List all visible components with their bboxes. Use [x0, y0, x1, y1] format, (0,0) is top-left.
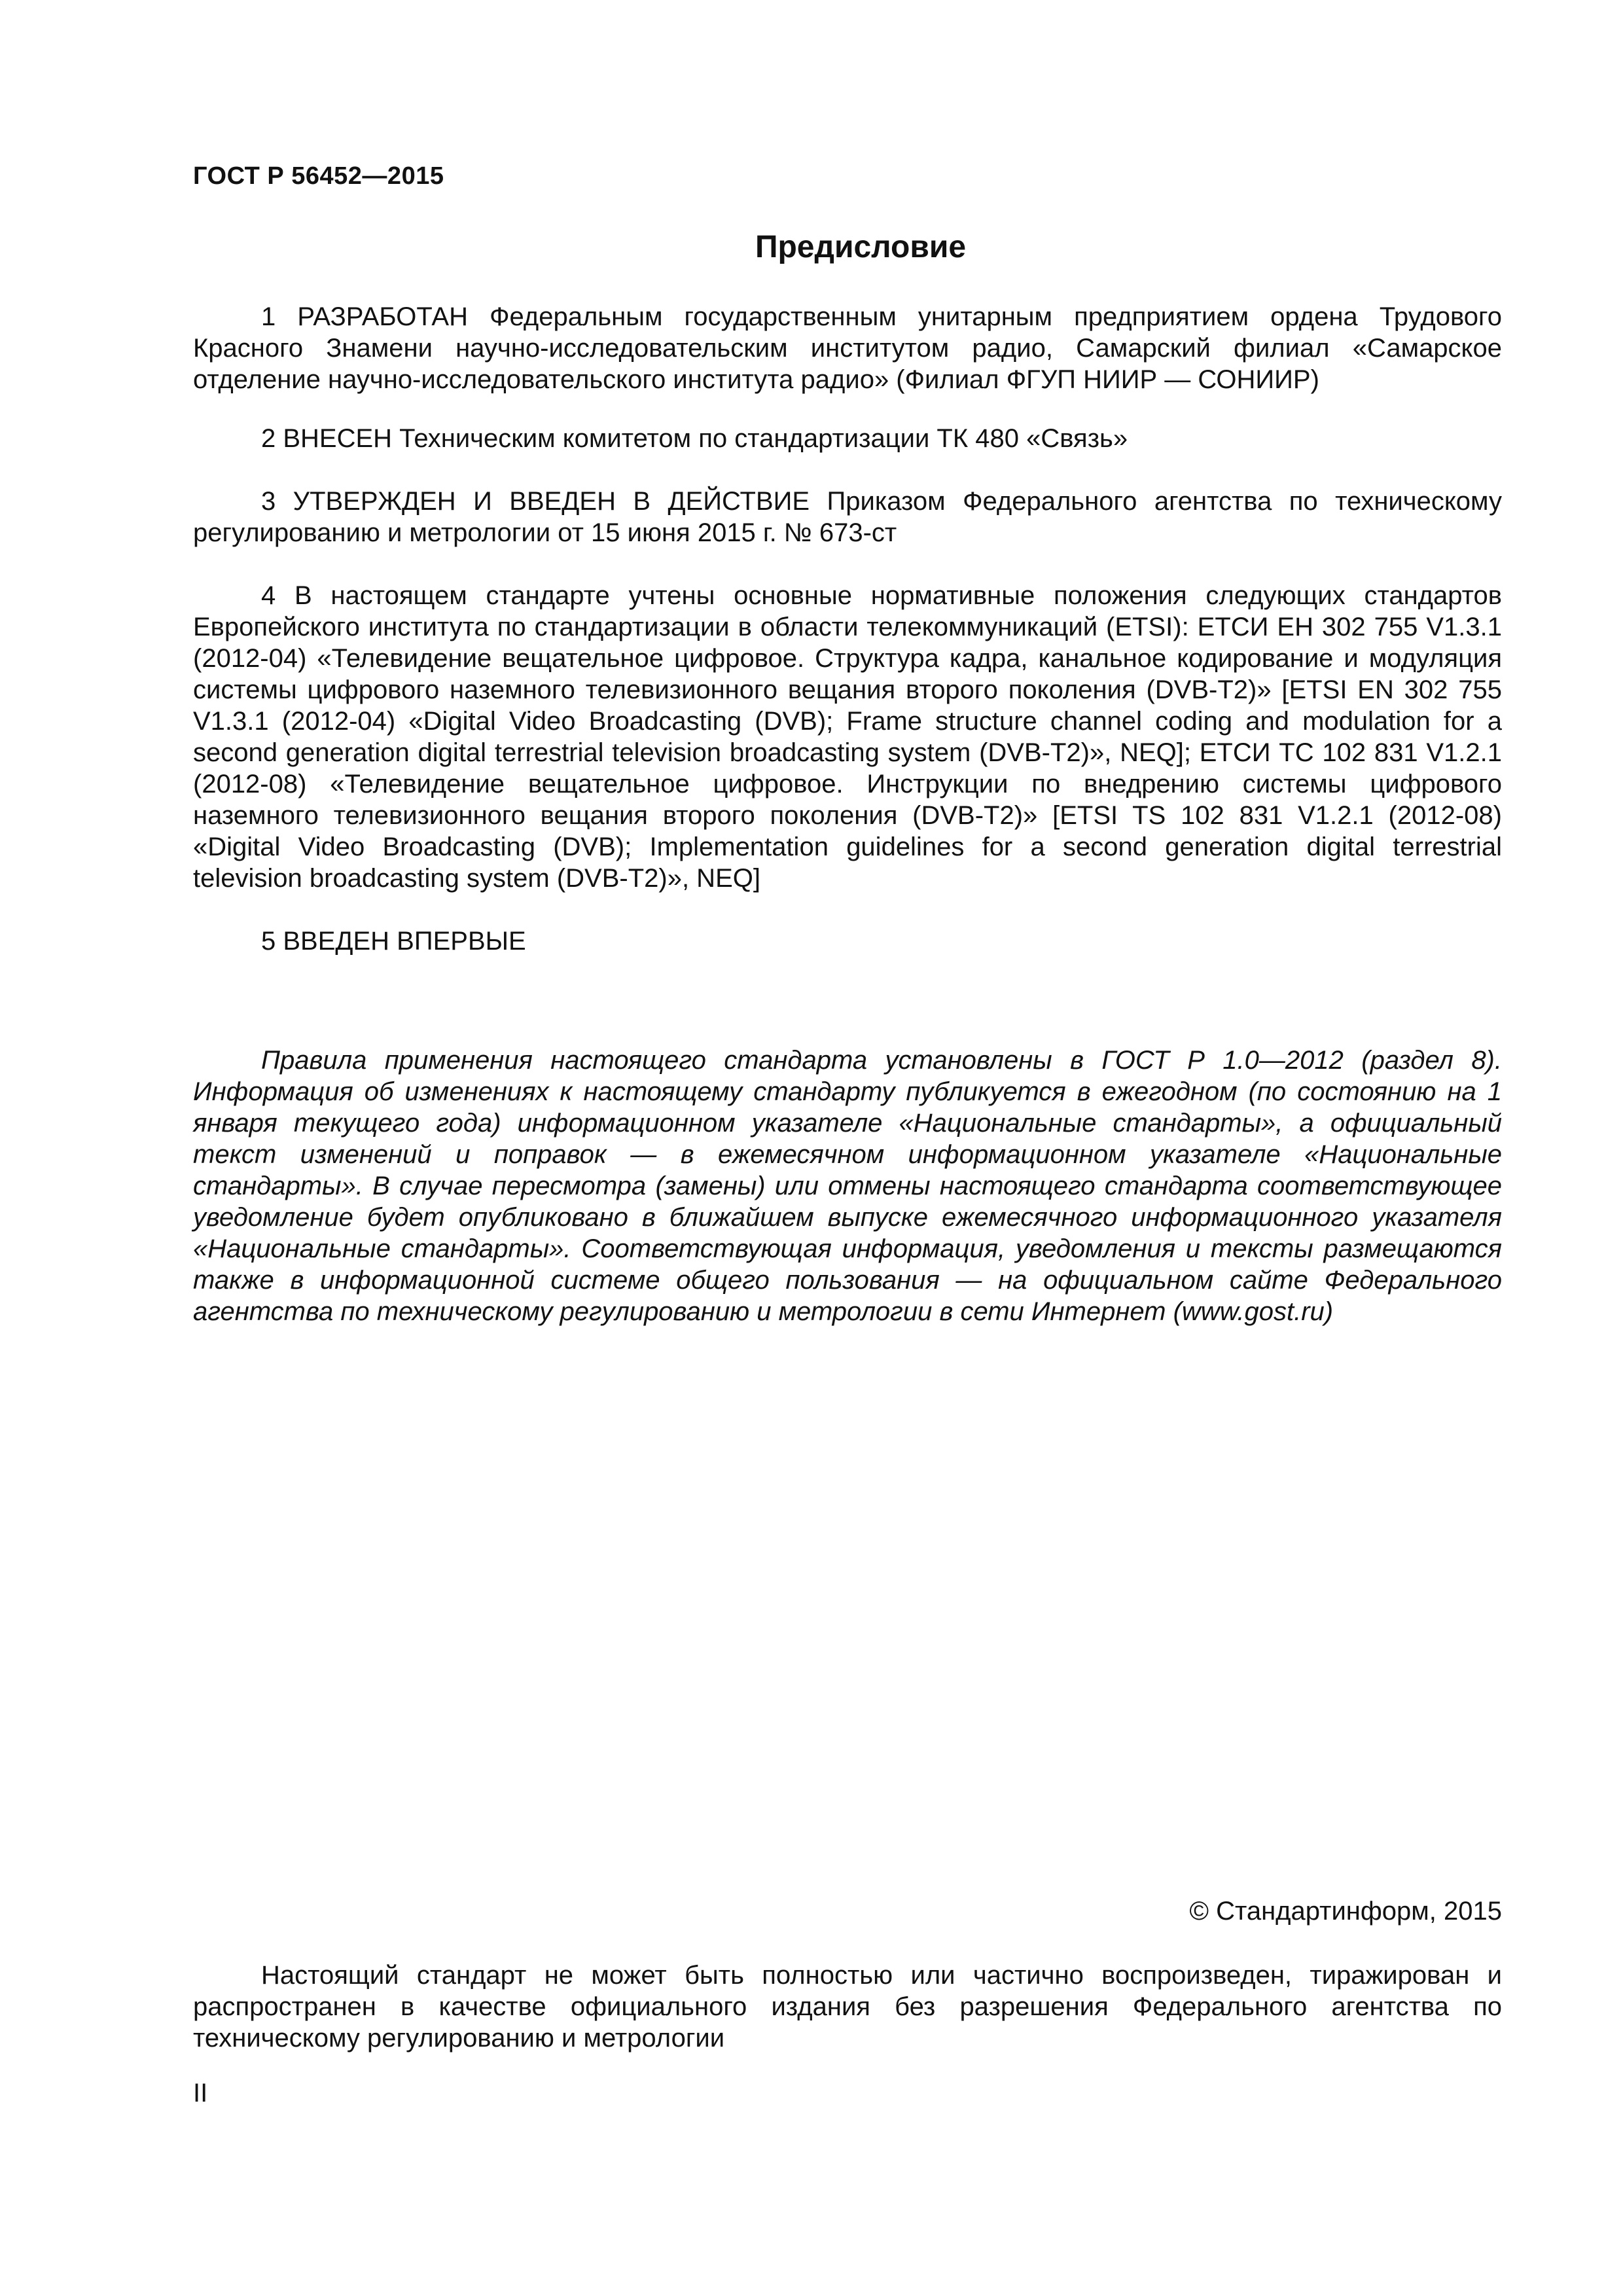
foreword-item-text: 2 ВНЕСЕН Техническим комитетом по стандартизации ТК 480 «Связь»: [261, 424, 1128, 453]
foreword-item-1: [193, 301, 1502, 395]
page-number: II: [193, 2079, 208, 2108]
foreword-item-text: 5 ВВЕДЕН ВПЕРВЫЕ: [261, 927, 526, 956]
foreword-item-4: [193, 580, 1502, 894]
copyright-line: [1189, 1895, 1502, 1927]
document-id: ГОСТ Р 56452—2015: [193, 162, 444, 190]
copyright-icon: ©: [1189, 1897, 1209, 1926]
page-title: Предисловие: [755, 230, 967, 264]
foreword-item-text: 3 УТВЕРЖДЕН И ВВЕДЕН В ДЕЙСТВИЕ Приказом Федерального агентства по техническому регулированию и метрологии от 15 июня 2015 г. № 673-ст: [193, 487, 1502, 547]
reproduction-restriction: Настоящий стандарт не может быть полностью или частично воспроизведен, тиражирован и распространен в качестве официального издания без разрешения Федерального агентства по техническому регулированию и метрологии: [193, 1961, 1502, 2053]
copyright-text: Стандартинформ, 2015: [1216, 1897, 1502, 1926]
foreword-item-5: [193, 925, 1502, 957]
application-rules-notice: Правила применения настоящего стандарта установлены в ГОСТ Р 1.0—2012 (раздел 8). Информация об изменениях к настоящему стандарту публикуется в ежегодном (по состоянию на 1 января текущего года) информационном указателе «Национальные стандарты», а официальный текст изменений и поправок — в ежемесячном информационном указателе «Национальные стандарты». В случае пересмотра (замены) или отмены настоящего стандарта соответствующее уведомление будет опубликовано в ближайшем выпуске ежемесячного информационного указателя «Национальные стандарты». Соответствующая информация, уведомления и тексты размещаются также в информационной системе общего пользования — на официальном сайте Федерального агентства по техническому регулированию и метрологии в сети Интернет (www.gost.ru): [193, 1046, 1502, 1326]
foreword-item-text: 4 В настоящем стандарте учтены основные нормативные положения следующих стандартов Европейского института по стандартизации в области телекоммуникаций (ETSI): ЕТСИ ЕН 302 755 V1.3.1 (2012-04) «Телевидение вещательное цифровое. Структура кадра, канальное кодирование и модуляция системы цифрового наземного телевизионного вещания второго поколения (DVB-T2)» [ETSI EN 302 755 V1.3.1 (2012-04) «Digital Video Broadcasting (DVB); Frame structure channel coding and modulation for a second generation digital terrestrial television broadcasting system (DVB-T2)», NEQ]; ЕТСИ ТС 102 831 V1.2.1 (2012-08) «Телевидение вещательное цифровое. Инструкции по внедрению системы цифрового наземного телевизионного вещания второго поколения (DVB-T2)» [ETSI TS 102 831 V1.2.1 (2012-08) «Digital Video Broadcasting (DVB); Implementation guidelines for a second generation digital terrestrial television broadcasting system (DVB-T2)», NEQ]: [193, 581, 1502, 893]
foreword-item-text: 1 РАЗРАБОТАН Федеральным государственным унитарным предприятием ордена Трудового Красного Знамени научно-исследовательским институтом радио, Самарский филиал «Самарское отделение научно-исследовательского института радио» (Филиал ФГУП НИИР — СОНИИР): [193, 302, 1502, 394]
foreword-item-2: [193, 423, 1502, 454]
foreword-item-3: [193, 486, 1502, 548]
